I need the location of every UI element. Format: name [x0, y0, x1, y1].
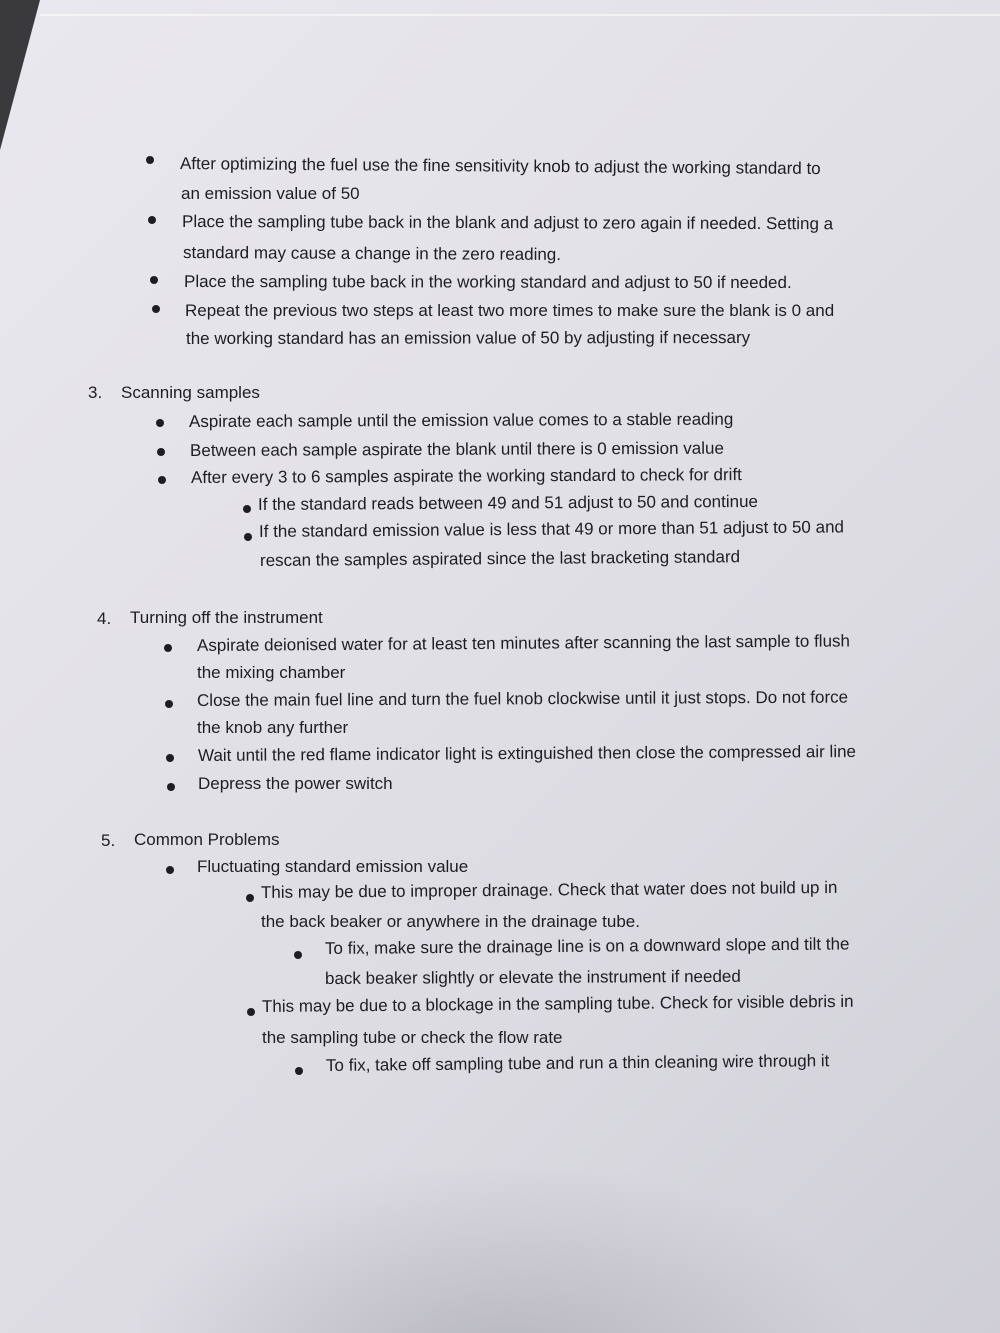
section-4-item-1-line-2: the mixing chamber	[197, 663, 346, 682]
intro-bullet-4-line-1: Repeat the previous two steps at least two more times to make sure the blank is 0 and	[185, 301, 835, 320]
intro-bullet-2-line-1: Place the sampling tube back in the blank and adjust to zero again if needed. Setting a	[181, 212, 834, 234]
intro-bullet-4-line-2: the working standard has an emission value of 50 by adjusting if necessary	[185, 328, 751, 348]
section-3-number: 3.	[88, 383, 103, 402]
bullet-icon	[243, 505, 251, 513]
section-5-fix-1-line-1: To fix, make sure the drainage line is on a downward slope and tilt the	[324, 934, 850, 958]
section-4-title: Turning off the instrument	[130, 608, 323, 627]
section-4-item-2-line-2: the knob any further	[197, 718, 349, 737]
section-5-number: 5.	[101, 831, 116, 850]
bullet-icon	[157, 448, 165, 456]
bullet-icon	[150, 276, 158, 284]
section-3-subitem-2-line-2: rescan the samples aspirated since the last bracketing standard	[259, 547, 741, 570]
section-5-fix-2: To fix, take off sampling tube and run a thin cleaning wire through it	[325, 1051, 830, 1075]
section-3-item-1: Aspirate each sample until the emission value comes to a stable reading	[188, 409, 734, 431]
bullet-icon	[295, 1067, 303, 1075]
section-5-fix-1-line-2: back beaker slightly or elevate the instrument if needed	[324, 966, 741, 988]
section-4-item-3: Wait until the red flame indicator light is extinguished then close the compressed air line	[197, 741, 857, 765]
section-5-item-1: Fluctuating standard emission value	[197, 857, 469, 876]
section-5-subitem-2-line-2: the sampling tube or check the flow rate	[262, 1028, 563, 1047]
bullet-icon	[167, 783, 175, 791]
section-5-subitem-1-line-2: the back beaker or anywhere in the drainage tube.	[261, 912, 640, 931]
bullet-icon	[166, 866, 174, 874]
section-5-subitem-2-line-1: This may be due to a blockage in the sampling tube. Check for visible debris in	[261, 991, 854, 1016]
intro-bullet-2-line-2: standard may cause a change in the zero reading.	[182, 243, 562, 264]
section-3-title: Scanning samples	[121, 383, 260, 402]
section-4-item-2-line-1: Close the main fuel line and turn the fuel knob clockwise until it just stops. Do not force	[196, 687, 849, 710]
section-3-item-2: Between each sample aspirate the blank until there is 0 emission value	[189, 438, 724, 460]
bullet-icon	[165, 700, 173, 708]
section-4-item-4: Depress the power switch	[198, 774, 393, 793]
section-4-item-1-line-1: Aspirate deionised water for at least ten minutes after scanning the last sample to flush	[196, 631, 851, 655]
intro-bullet-1-line-2: an emission value of 50	[181, 184, 360, 203]
bullet-icon	[247, 1008, 255, 1016]
bullet-icon	[148, 216, 156, 224]
section-5-subitem-1-line-1: This may be due to improper drainage. Check that water does not build up in	[260, 877, 838, 902]
bullet-icon	[244, 533, 252, 541]
bullet-icon	[294, 951, 302, 959]
section-3-subitem-1: If the standard reads between 49 and 51 adjust to 50 and continue	[257, 491, 759, 514]
section-3-item-3: After every 3 to 6 samples aspirate the working standard to check for drift	[190, 465, 742, 487]
bullet-icon	[146, 156, 154, 164]
intro-bullet-3-line-1: Place the sampling tube back in the working standard and adjust to 50 if needed.	[183, 272, 792, 293]
bullet-icon	[164, 644, 172, 652]
bullet-icon	[246, 894, 254, 902]
section-4-number: 4.	[97, 609, 112, 628]
section-3-subitem-2-line-1: If the standard emission value is less that 49 or more than 51 adjust to 50 and	[258, 517, 845, 541]
bullet-icon	[156, 419, 164, 427]
bullet-icon	[166, 754, 174, 762]
bullet-icon	[152, 305, 160, 313]
bullet-icon	[158, 476, 166, 484]
section-5-title: Common Problems	[134, 830, 280, 849]
intro-bullet-1-line-1: After optimizing the fuel use the fine sensitivity knob to adjust the working standard to	[179, 154, 821, 179]
